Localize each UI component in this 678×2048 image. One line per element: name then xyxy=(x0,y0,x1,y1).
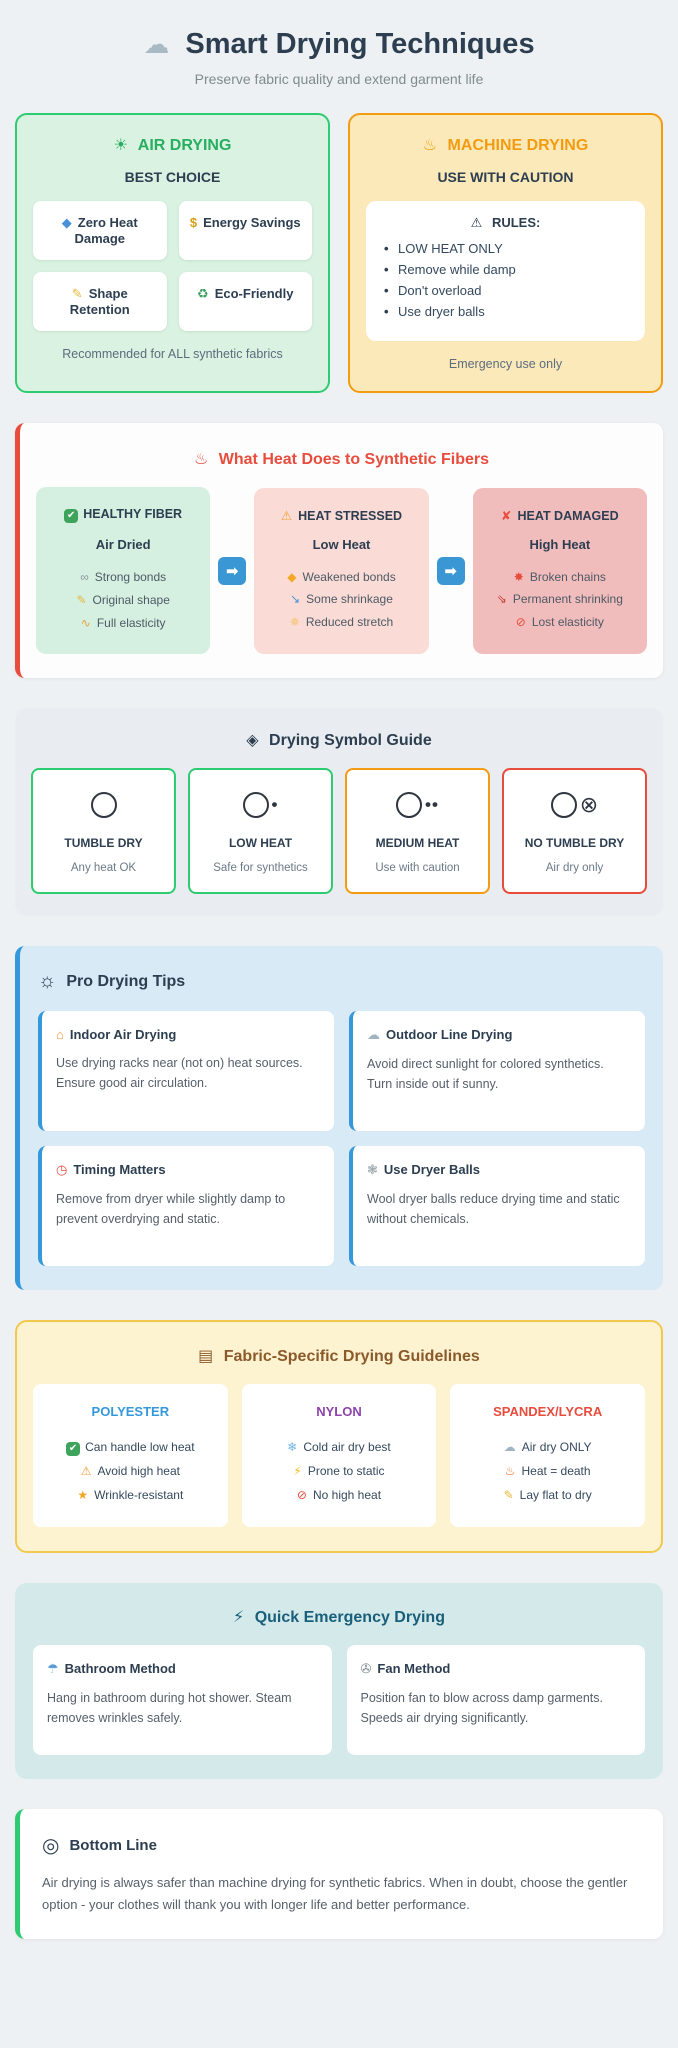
heat-stage-item: ✎ Original shape xyxy=(44,589,202,612)
heat-stage-item: ◆ Weakened bonds xyxy=(262,566,420,589)
link-icon: ∞ xyxy=(80,570,89,584)
stage-arrow-icon: ➡ xyxy=(437,557,465,585)
page-title-text: Smart Drying Techniques xyxy=(185,28,535,60)
emergency-methods-grid xyxy=(33,1645,645,1755)
air-drying-card xyxy=(15,113,330,393)
symbol-name: LOW HEAT xyxy=(228,836,293,851)
heat-stage-item: ∞ Strong bonds xyxy=(44,566,202,589)
symbol-name: NO TUMBLE DRY xyxy=(524,836,625,851)
tips-grid xyxy=(38,1011,645,1266)
fabric-name: POLYESTER xyxy=(91,1404,170,1420)
heat-effects-title xyxy=(36,449,647,469)
heat-stage-heading: ✘ HEAT DAMAGED xyxy=(501,508,619,523)
method-card xyxy=(347,1645,646,1755)
fabric-item: ❄ Cold air dry best xyxy=(250,1435,429,1459)
fabric-item: ✎ Lay flat to dry xyxy=(458,1483,637,1507)
symbol-card xyxy=(502,768,647,894)
page-subtitle: Preserve fabric quality and extend garment life xyxy=(194,71,484,87)
rule-item: • Remove while damp xyxy=(382,262,629,277)
rule-item: • Don't overload xyxy=(382,283,629,298)
symbol-description: Use with caution xyxy=(375,862,460,875)
pro-tips-section xyxy=(15,946,663,1290)
laundry-symbol xyxy=(196,788,325,822)
machine-drying-footer: Emergency use only xyxy=(448,357,563,371)
globe-icon: ♻ xyxy=(197,286,209,301)
wind-icon: ☁ xyxy=(503,1440,516,1455)
symbol-card xyxy=(188,768,333,894)
symbol-guide-section xyxy=(15,708,663,916)
fabric-name: SPANDEX/LYCRA xyxy=(493,1404,603,1420)
fabric-card xyxy=(450,1384,645,1527)
laundry-symbol xyxy=(39,788,168,822)
heat-stage-card xyxy=(36,487,210,654)
heat-stage-item: ✵ Reduced stretch xyxy=(262,611,420,634)
circle-icon xyxy=(91,792,117,818)
method-text: Hang in bathroom during hot shower. Steam removes wrinkles safely. xyxy=(47,1691,292,1725)
fire-icon: ♨ xyxy=(422,137,438,154)
fan-icon: ✇ xyxy=(360,1661,372,1677)
emergency-title-text: Quick Emergency Drying xyxy=(254,1609,445,1627)
lightning-icon: ⚡ xyxy=(293,1464,302,1479)
shower-icon: ☂ xyxy=(47,1661,59,1677)
stage-arrow-icon: ➡ xyxy=(218,557,246,585)
basket-icon: ⌂ xyxy=(56,1027,64,1043)
warning-icon: ⚠ xyxy=(280,508,293,523)
symbol-name: TUMBLE DRY xyxy=(64,836,143,851)
heat-stages-row xyxy=(36,487,647,654)
heat-stage-card xyxy=(473,488,647,654)
check-icon: ✔ xyxy=(66,1442,80,1456)
fire-icon: ♨ xyxy=(504,1464,516,1479)
air-drying-badge: BEST CHOICE xyxy=(124,169,221,185)
bottom-line-section xyxy=(15,1809,663,1939)
heat-stage-subheading: Air Dried xyxy=(95,537,151,552)
air-features-grid xyxy=(33,201,312,331)
laundry-symbol xyxy=(510,788,639,822)
pro-tips-title xyxy=(38,970,645,993)
heat-dots-icon: •• xyxy=(425,795,439,815)
warning-icon: ⚠ xyxy=(470,215,483,230)
fabric-item: ⊘ No high heat xyxy=(250,1483,429,1507)
bottom-line-title-text: Bottom Line xyxy=(69,1837,157,1855)
tip-text: Avoid direct sunlight for colored synthetics. Turn inside out if sunny. xyxy=(367,1057,604,1091)
machine-rules-box xyxy=(366,201,645,341)
orange-diamond-icon: ◆ xyxy=(287,569,297,584)
air-drying-title-text: AIR DRYING xyxy=(137,137,232,154)
symbol-guide-title xyxy=(31,730,647,750)
method-card xyxy=(33,1645,332,1755)
symbol-guide-title-text: Drying Symbol Guide xyxy=(269,732,432,750)
header xyxy=(15,28,663,87)
tip-card xyxy=(38,1011,334,1131)
ruler-icon: ✎ xyxy=(71,286,83,301)
shield-icon: ◆ xyxy=(61,215,72,230)
fire-icon: ♨ xyxy=(193,451,209,468)
machine-drying-badge: USE WITH CAUTION xyxy=(437,169,574,185)
fabric-guidelines-title-text: Fabric-Specific Drying Guidelines xyxy=(223,1348,480,1366)
snowflake-icon: ❄ xyxy=(287,1440,298,1455)
rule-item: • LOW HEAT ONLY xyxy=(382,241,629,256)
tip-heading: ⌂ Indoor Air Drying xyxy=(56,1027,177,1043)
dizzy-icon: ✵ xyxy=(289,615,300,630)
tip-heading: ☁ Outdoor Line Drying xyxy=(367,1027,513,1043)
shrink-icon: ⇘ xyxy=(496,592,507,607)
bottom-line-title xyxy=(42,1833,641,1858)
symbol-card xyxy=(345,768,490,894)
fabric-name: NYLON xyxy=(316,1404,362,1420)
chart-down-icon: ↘ xyxy=(290,592,301,607)
tip-card xyxy=(38,1146,334,1266)
fabric-cards-grid xyxy=(33,1384,645,1527)
tip-heading: ❃ Use Dryer Balls xyxy=(367,1162,481,1178)
machine-drying-card xyxy=(348,113,663,393)
prohibited-icon: ⊘ xyxy=(296,1488,307,1503)
fabric-item: ♨ Heat = death xyxy=(458,1459,637,1483)
check-icon: ✔ xyxy=(64,509,78,523)
target-icon: ◎ xyxy=(42,1835,60,1858)
comparison-section xyxy=(15,113,663,393)
tip-heading: ◷ Timing Matters xyxy=(56,1162,166,1178)
fabric-card xyxy=(242,1384,437,1527)
tip-card xyxy=(349,1146,645,1266)
machine-drying-title-text: MACHINE DRYING xyxy=(447,137,589,154)
air-drying-footer: Recommended for ALL synthetic fabrics xyxy=(62,347,283,361)
star-icon: ★ xyxy=(77,1488,89,1503)
yarn-ball-icon: ❃ xyxy=(367,1162,378,1178)
tip-text: Use drying racks near (not on) heat sources. Ensure good air circulation. xyxy=(56,1056,303,1090)
heat-stage-item: ⇘ Permanent shrinking xyxy=(481,588,639,611)
tip-text: Wool dryer balls reduce drying time and static without chemicals. xyxy=(367,1192,620,1226)
clock-icon: ◷ xyxy=(56,1162,68,1178)
muscle-icon: ∿ xyxy=(80,615,91,630)
feature-card: ◆ Zero Heat Damage xyxy=(33,201,167,260)
method-text: Position fan to blow across damp garments. Speeds air drying significantly. xyxy=(360,1691,603,1725)
fabric-item: ✔ Can handle low heat xyxy=(41,1435,220,1459)
heat-stage-item: ⊘ Lost elasticity xyxy=(481,611,639,634)
ruler-icon: ✎ xyxy=(76,592,87,607)
feature-card: ♻ Eco-Friendly xyxy=(179,272,313,331)
tip-card xyxy=(349,1011,645,1131)
fabric-guidelines-title xyxy=(33,1346,645,1366)
lightning-icon: ⚡ xyxy=(233,1609,245,1627)
tip-text: Remove from dryer while slightly damp to prevent overdrying and static. xyxy=(56,1192,286,1226)
circle-icon xyxy=(396,792,422,818)
rules-title-text: RULES: xyxy=(491,215,541,230)
wind-icon: ☁ xyxy=(143,29,170,59)
laundry-symbol xyxy=(353,788,482,822)
heat-stage-card xyxy=(254,488,428,654)
fabric-card xyxy=(33,1384,228,1527)
symbol-cards-grid xyxy=(31,768,647,894)
bottom-line-text: Air drying is always safer than machine drying for synthetic fabrics. When in doubt, choose the gentler option - your clothes will thank you with longer life and better performance. xyxy=(42,1875,628,1912)
heat-stage-subheading: High Heat xyxy=(529,536,591,552)
fabric-item: ★ Wrinkle-resistant xyxy=(41,1483,220,1507)
money-bag-icon: $ xyxy=(189,215,198,230)
heat-effects-title-text: What Heat Does to Synthetic Fibers xyxy=(218,451,490,468)
rule-item: • Use dryer balls xyxy=(382,304,629,319)
symbol-description: Any heat OK xyxy=(70,862,137,875)
method-heading: ☂ Bathroom Method xyxy=(47,1661,176,1677)
heat-stage-item: ∿ Full elasticity xyxy=(44,612,202,635)
heat-stage-item: ↘ Some shrinkage xyxy=(262,588,420,611)
heat-dots-icon: • xyxy=(271,795,279,815)
rules-list xyxy=(382,241,629,319)
crossed-circle-icon: ⊗ xyxy=(579,792,599,818)
clipboard-icon: ▤ xyxy=(198,1348,214,1366)
circle-icon xyxy=(243,792,269,818)
heat-stage-item: ✸ Broken chains xyxy=(481,566,639,589)
symbol-name: MEDIUM HEAT xyxy=(375,836,460,851)
machine-drying-title xyxy=(366,135,645,155)
warning-icon: ⚠ xyxy=(80,1464,92,1479)
rules-title xyxy=(382,215,629,231)
air-drying-title xyxy=(33,135,312,155)
heat-stage-heading: ✔ HEALTHY FIBER xyxy=(44,507,202,523)
heat-effects-section xyxy=(15,423,663,678)
collision-icon: ✸ xyxy=(513,569,524,584)
prohibited-icon: ⊘ xyxy=(515,615,526,630)
circle-icon xyxy=(551,792,577,818)
emergency-section xyxy=(15,1583,663,1779)
feature-card: ✎ Shape Retention xyxy=(33,272,167,331)
page-title xyxy=(143,28,534,61)
fabric-guidelines-section xyxy=(15,1320,663,1553)
sun-icon: ☀ xyxy=(113,137,128,154)
ruler-icon: ✎ xyxy=(503,1488,514,1503)
symbol-description: Air dry only xyxy=(545,862,604,875)
method-heading: ✇ Fan Method xyxy=(360,1661,451,1677)
feature-card: $ Energy Savings xyxy=(179,201,313,260)
fabric-item: ☁ Air dry ONLY xyxy=(458,1435,637,1459)
cross-icon: ✘ xyxy=(501,508,512,523)
fabric-item: ⚠ Avoid high heat xyxy=(41,1459,220,1483)
heat-stage-subheading: Low Heat xyxy=(312,536,371,552)
fabric-item: ⚡ Prone to static xyxy=(250,1459,429,1483)
symbol-description: Safe for synthetics xyxy=(213,862,308,875)
pro-tips-title-text: Pro Drying Tips xyxy=(66,972,186,990)
symbol-card xyxy=(31,768,176,894)
lightbulb-icon: ☼ xyxy=(38,970,57,993)
wind-icon: ☁ xyxy=(367,1027,380,1043)
emergency-title xyxy=(33,1607,645,1627)
label-icon: ◈ xyxy=(246,732,259,750)
heat-stage-heading: ⚠ HEAT STRESSED xyxy=(280,508,403,523)
